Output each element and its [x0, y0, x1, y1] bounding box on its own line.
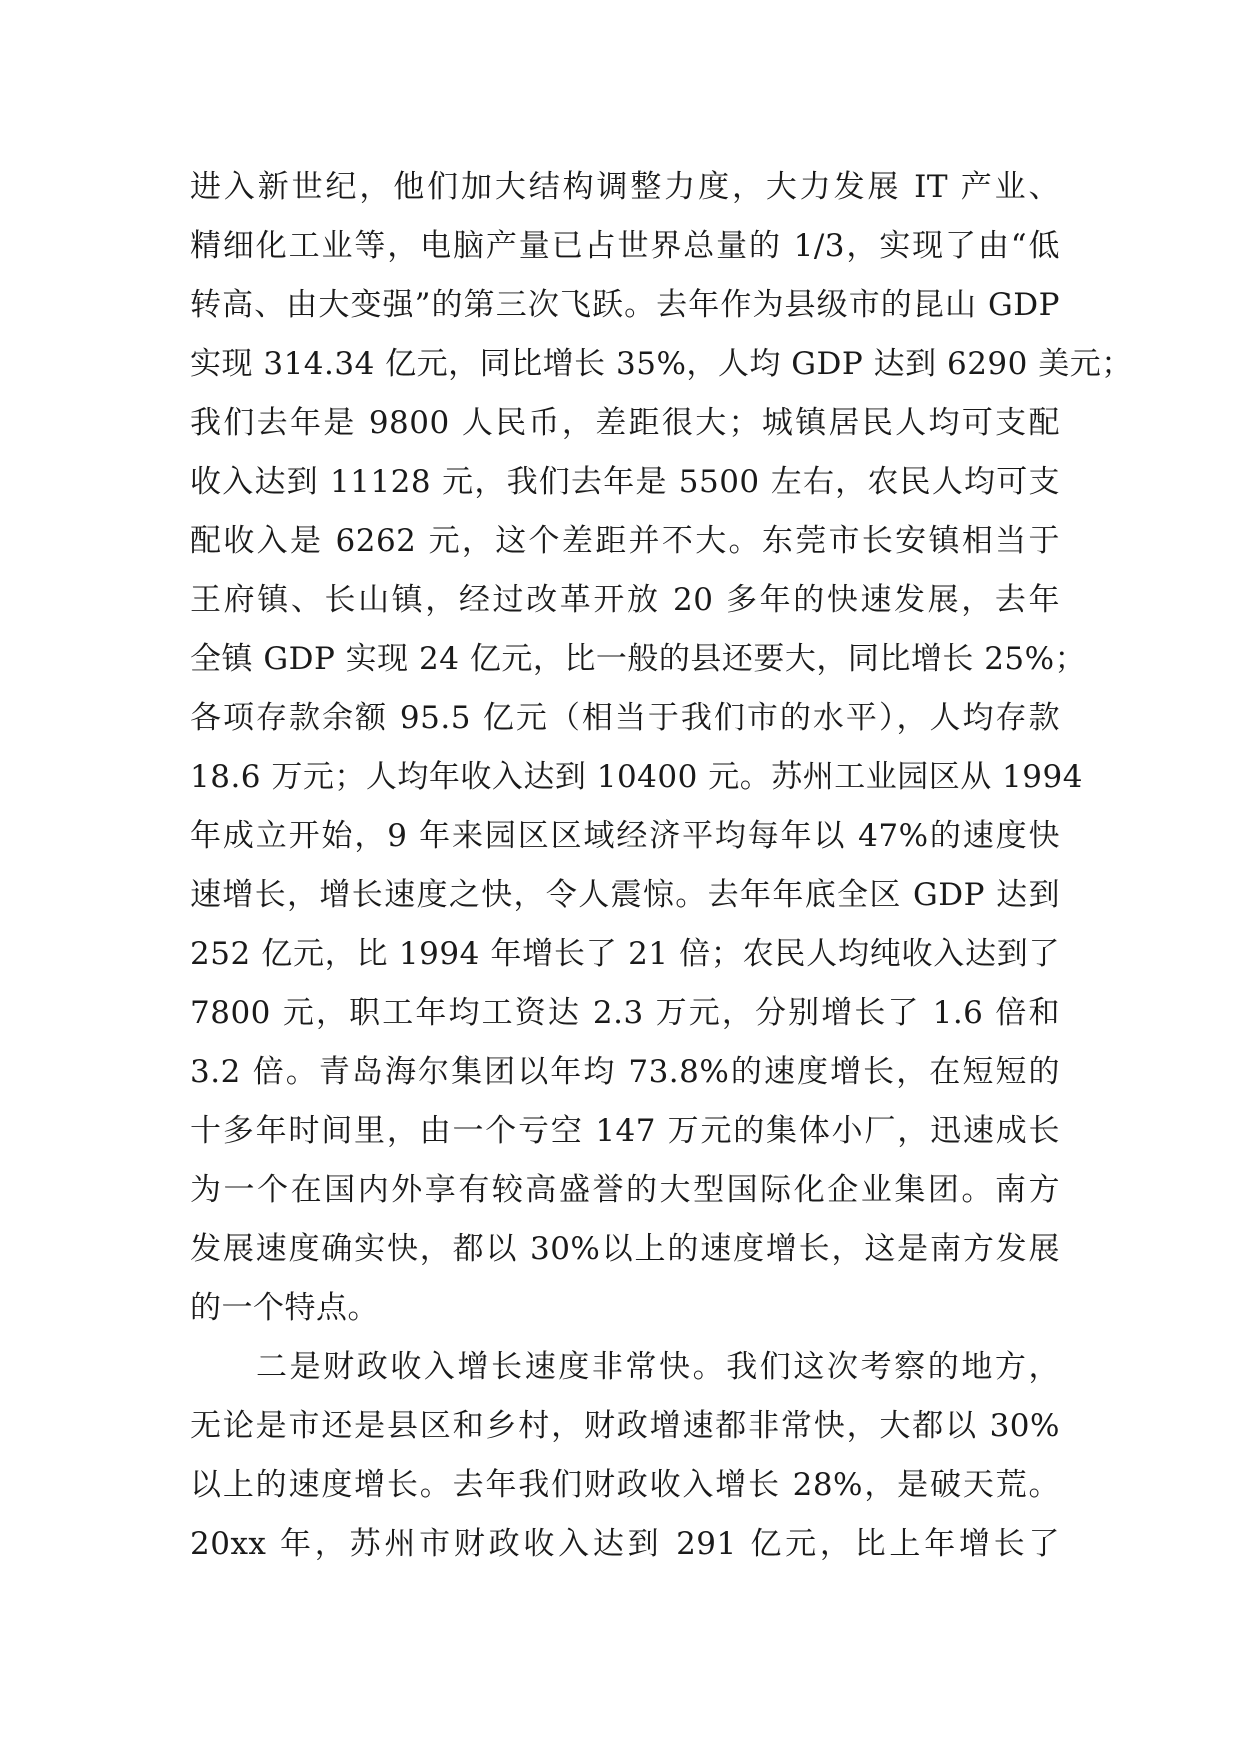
text-line: 进入新世纪，他们加大结构调整力度，大力发展 IT 产业、: [190, 169, 1060, 205]
text-line: 为一个在国内外享有较高盛誉的大型国际化企业集团。南方: [190, 1172, 1060, 1208]
text-line: 精细化工业等，电脑产量已占世界总量的 1/3，实现了由“低: [190, 228, 1060, 264]
text-line: 年成立开始，9 年来园区区域经济平均每年以 47%的速度快: [190, 818, 1060, 854]
text-line: 18.6 万元；人均年收入达到 10400 元。苏州工业园区从 1994: [190, 759, 1083, 795]
text-line: 252 亿元，比 1994 年增长了 21 倍；农民人均纯收入达到了: [190, 936, 1060, 972]
text-line: 十多年时间里，由一个亏空 147 万元的集体小厂，迅速成长: [190, 1113, 1060, 1149]
text-line: 实现 314.34 亿元，同比增长 35%，人均 GDP 达到 6290 美元；: [190, 346, 1133, 382]
text-line: 无论是市还是县区和乡村，财政增速都非常快，大都以 30%: [190, 1408, 1060, 1444]
text-line: 7800 元，职工年均工资达 2.3 万元，分别增长了 1.6 倍和: [190, 995, 1060, 1031]
paragraph: [190, 158, 1133, 1338]
text-line: 二是财政收入增长速度非常快。我们这次考察的地方，: [256, 1349, 1060, 1385]
text-line: 的一个特点。: [190, 1290, 379, 1326]
text-line: 20xx 年，苏州市财政收入达到 291 亿元，比上年增长了: [190, 1526, 1060, 1562]
text-line: 各项存款余额 95.5 亿元（相当于我们市的水平），人均存款: [190, 700, 1060, 736]
text-line: 3.2 倍。青岛海尔集团以年均 73.8%的速度增长，在短短的: [190, 1054, 1060, 1090]
text-line: 以上的速度增长。去年我们财政收入增长 28%，是破天荒。: [190, 1467, 1060, 1503]
text-line: 收入达到 11128 元，我们去年是 5500 左右，农民人均可支: [190, 464, 1060, 500]
text-line: 我们去年是 9800 人民币，差距很大；城镇居民人均可支配: [190, 405, 1060, 441]
text-line: 速增长，增长速度之快，令人震惊。去年年底全区 GDP 达到: [190, 877, 1060, 913]
text-line: 配收入是 6262 元，这个差距并不大。东莞市长安镇相当于: [190, 523, 1060, 559]
text-line: 王府镇、长山镇，经过改革开放 20 多年的快速发展，去年: [190, 582, 1060, 618]
document-body: [190, 158, 1133, 1574]
paragraph: [190, 1338, 1060, 1574]
text-line: 全镇 GDP 实现 24 亿元，比一般的县还要大，同比增长 25%；: [190, 641, 1087, 677]
text-line: 转高、由大变强”的第三次飞跃。去年作为县级市的昆山 GDP: [190, 287, 1060, 323]
text-line: 发展速度确实快，都以 30%以上的速度增长，这是南方发展: [190, 1231, 1060, 1267]
